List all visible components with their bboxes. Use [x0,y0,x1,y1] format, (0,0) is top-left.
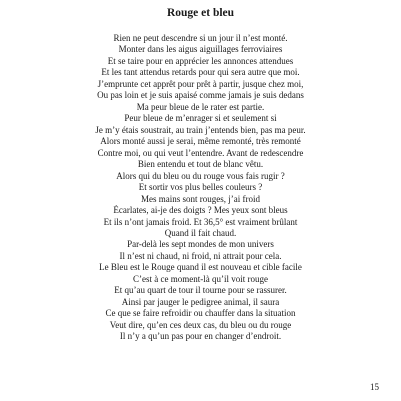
poem-body [0,33,401,343]
poem-line: Ma peur bleue de le rater est partie. [136,101,265,112]
poem-line: Peur bleue de m’enrager si et seulement si [124,113,277,124]
poem-line: C’est à ce moment-là qu’il voit rouge [133,273,268,284]
poem-line: Et sortir vos plus belles couleurs ? [138,182,263,193]
poem-line: Rien ne peut descendre si un jour il n’est monté. [113,33,288,43]
poem-line: Ce que se faire refroidir ou chauffer dans la situation [105,308,296,319]
poem-line: Et ils n’ont jamais froid. Et 36,5° est vraiment brûlant [103,216,298,227]
poem-line: Quand il fait chaud. [164,227,237,238]
poem-line: Et qu’au quart de tour il tourne pour se rassurer. [114,285,287,296]
poem-line: Et les tant attendus retards pour qui sera autre que moi. [101,67,300,78]
poem-line: Il n’y a qu’un pas pour en changer d’endroit. [119,331,282,342]
poem-line: Alors monté aussi je serai, même remonté, très remonté [100,136,301,147]
poem-line: Par-delà les sept mondes de mon univers [127,239,274,250]
poem-line: Contre moi, ou qui veut l’entendre. Avant de redescendre [97,147,304,158]
poem-line: Je m’y étais soustrait, au train j’entends bien, pas ma peur. [95,124,306,135]
poem-line: Veut dire, qu’en ces deux cas, du bleu ou du rouge [109,319,292,330]
poem-line: Il n’est ni chaud, ni froid, ni attrait pour cela. [119,250,282,261]
poem-line: Mes mains sont rouges, j’ai froid [141,193,260,204]
poem-line: Le Bleu est le Rouge quand il est nouveau et cible facile [99,262,302,273]
poem-line: Bien entendu et tout de blanc vêtu. [137,159,264,170]
poem-title: Rouge et bleu [166,7,235,19]
poem-line: Monter dans les aigus aiguillages ferroviaires [118,44,283,55]
page-number: 15 [370,382,379,392]
poem-line: J’emprunte cet apprêt pour prêt à partir, jusque chez moi, [97,78,304,89]
poem-line: Ainsi par jauger le pedigree animal, il saura [121,296,280,307]
poem-line: Écarlates, ai-je des doigts ? Mes yeux sont bleus [113,205,288,216]
poem-line: Ou pas loin et je suis apaisé comme jamais je suis dedans [97,90,304,101]
poem-line: Alors qui du bleu ou du rouge vous fais rugir ? [116,170,285,181]
poem-line: Et se taire pour en apprécier les annonces attendues [107,55,294,66]
